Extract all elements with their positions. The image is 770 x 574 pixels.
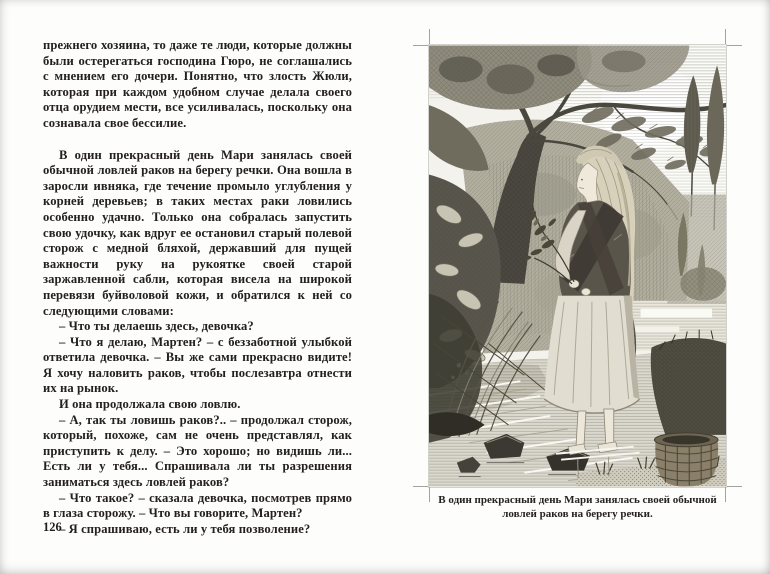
- book-illustration: [428, 44, 727, 488]
- crop-mark: [727, 45, 742, 46]
- dialogue-line: – Что ты делаешь здесь, девочка?: [59, 319, 254, 334]
- crop-mark: [413, 45, 428, 46]
- engraving-illustration: [429, 45, 726, 487]
- paragraph: И она продолжала свою ловлю.: [59, 397, 241, 412]
- crop-mark: [429, 29, 430, 44]
- dialogue-line: – Я спрашиваю, есть ли у тебя позволение?: [59, 521, 311, 536]
- illustration-caption: В один прекрасный день Мари занялась своей обычной ловлей раков на берегу речки.: [438, 494, 717, 520]
- crop-mark: [725, 29, 726, 44]
- text-column: [43, 38, 352, 537]
- page-number: 126: [43, 520, 62, 534]
- dialogue-line: – Что я делаю, Мартен? – с беззаботной улыбкой ответила девочка. – Вы же сами прекрасно видите! Я хочу наловить раков, чтобы послезавтра отнести их на рынок.: [43, 334, 352, 396]
- crop-mark: [413, 486, 428, 487]
- paragraph: В один прекрасный день Мари занялась своей обычной ловлей раков на берегу речки. Она вошла в заросли ивняка, где течение промыло углубления у корней деревьев; в таких местах раки ловились особенно удачно. Только она собралась запустить свою удочку, как вдруг ее остановил старый полевой сторож с медной бляхой, державший для пущей важности руку на рукоятке своей старой заржавленной сабли, которая висела на широкой перевязи буйволовой кожи, и обратился к ней со следующими словами:: [43, 147, 352, 318]
- paragraph: прежнего хозяина, то даже те люди, которые должны были остерегаться господина Гюро, не соглашались с мнением его дочери. Понятно, что злость Жюли, которая при каждом удобном случае делала своего отца орудием мести, все усиливалась, поскольку она сознавала свое бессилие.: [43, 38, 352, 130]
- dialogue-line: – Что такое? – сказала девочка, посмотрев прямо в глаза сторожу. – Что вы говорите, Мартен?: [43, 490, 352, 521]
- dialogue-line: – А, так ты ловишь раков?.. – продолжал сторож, который, похоже, сам не очень представлял, как приступить к делу. – Это хорошо; но видишь ли... Есть ли у тебя... Спрашивала ли ты разрешения заниматься здесь ловлей раков?: [43, 412, 352, 490]
- crop-mark: [727, 486, 742, 487]
